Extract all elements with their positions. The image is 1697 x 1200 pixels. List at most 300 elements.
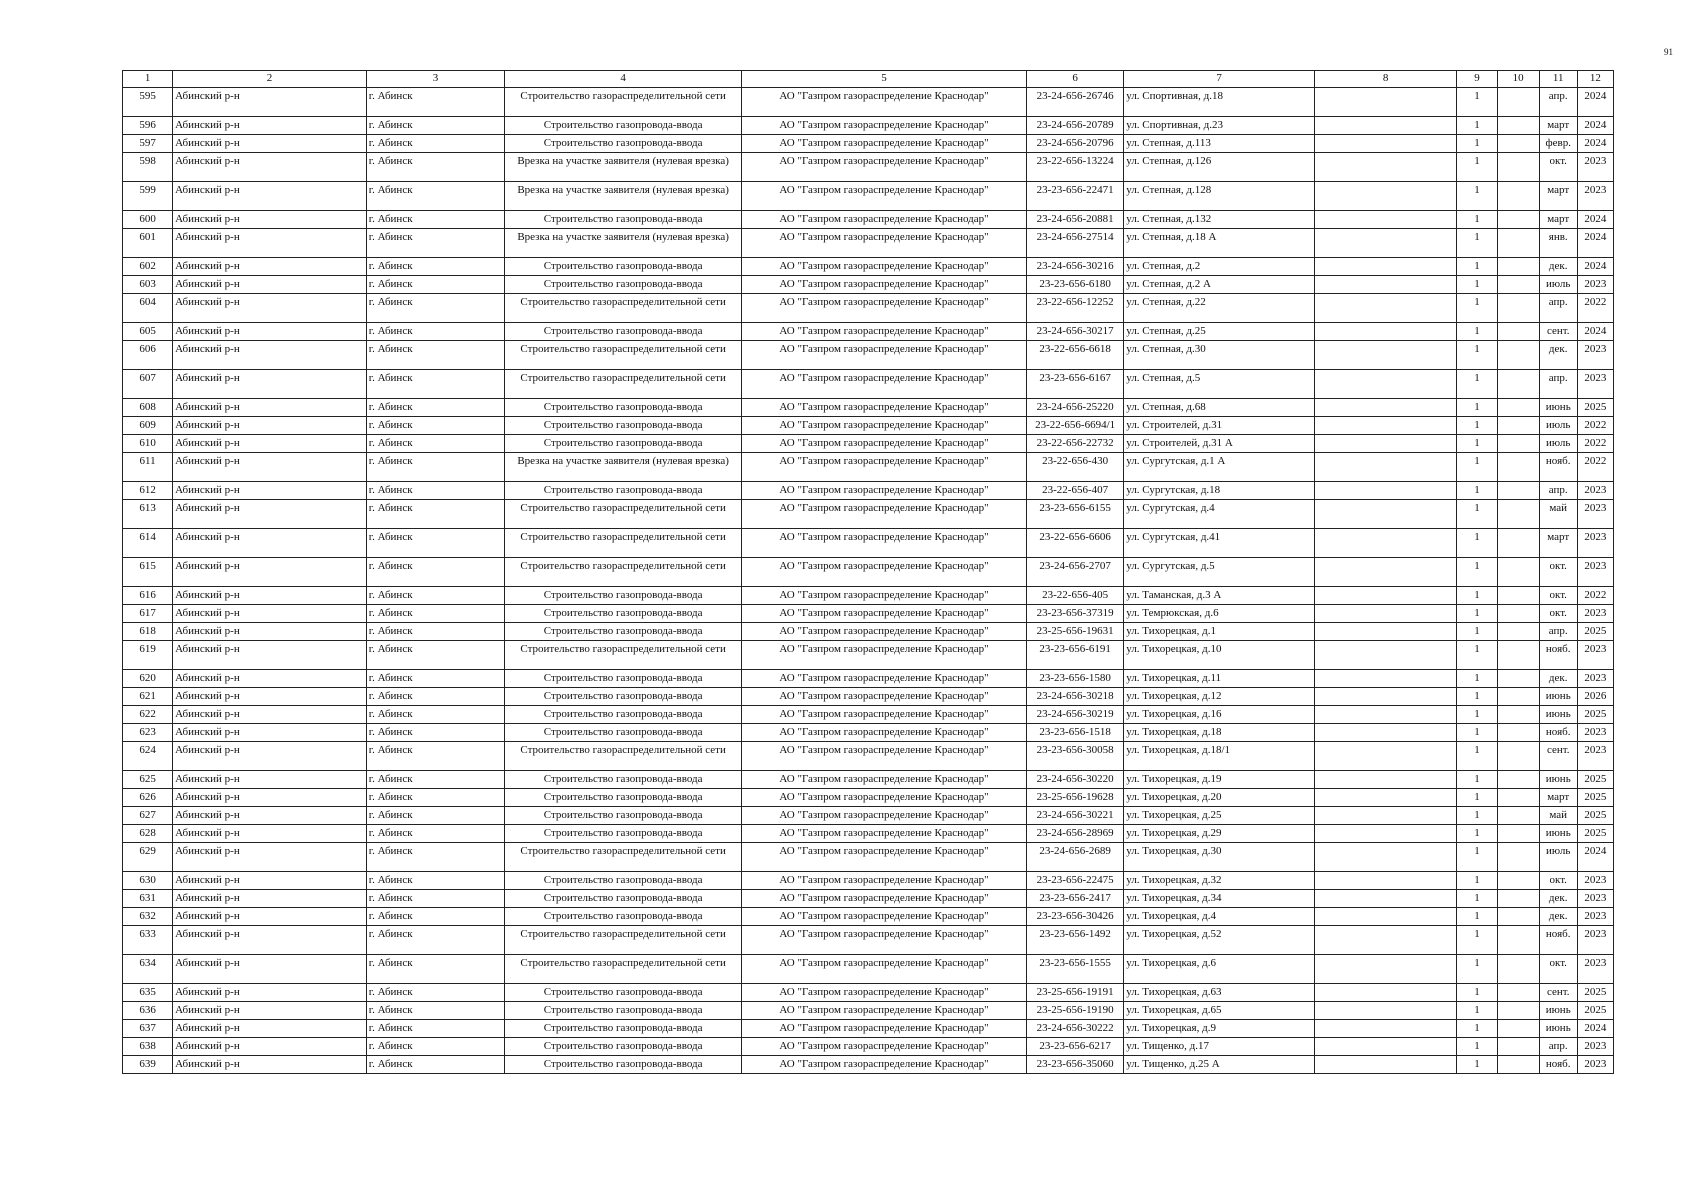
table-row bbox=[123, 1002, 1614, 1020]
cell-col-10 bbox=[1497, 558, 1539, 587]
cell-col-10 bbox=[1497, 117, 1539, 135]
cell-application-number: 23-23-656-6155 bbox=[1026, 500, 1123, 529]
cell-district: Абинский р-н bbox=[173, 399, 367, 417]
cell-row-number: 639 bbox=[123, 1056, 173, 1074]
cell-col-8 bbox=[1314, 417, 1456, 435]
cell-quantity: 1 bbox=[1457, 872, 1497, 890]
cell-application-number: 23-22-656-6618 bbox=[1026, 341, 1123, 370]
table-row bbox=[123, 323, 1614, 341]
cell-col-8 bbox=[1314, 605, 1456, 623]
cell-organization: АО "Газпром газораспределение Краснодар" bbox=[742, 482, 1027, 500]
cell-district: Абинский р-н bbox=[173, 623, 367, 641]
cell-district: Абинский р-н bbox=[173, 742, 367, 771]
cell-row-number: 614 bbox=[123, 529, 173, 558]
cell-district: Абинский р-н bbox=[173, 294, 367, 323]
table-row bbox=[123, 500, 1614, 529]
cell-row-number: 637 bbox=[123, 1020, 173, 1038]
cell-quantity: 1 bbox=[1457, 500, 1497, 529]
cell-settlement: г. Абинск bbox=[366, 500, 504, 529]
cell-application-number: 23-24-656-2707 bbox=[1026, 558, 1123, 587]
cell-col-8 bbox=[1314, 1038, 1456, 1056]
cell-quantity: 1 bbox=[1457, 435, 1497, 453]
table-row bbox=[123, 890, 1614, 908]
cell-organization: АО "Газпром газораспределение Краснодар" bbox=[742, 807, 1027, 825]
cell-application-number: 23-23-656-6217 bbox=[1026, 1038, 1123, 1056]
table-row bbox=[123, 276, 1614, 294]
table-row bbox=[123, 955, 1614, 984]
table-header-row bbox=[123, 71, 1614, 88]
cell-settlement: г. Абинск bbox=[366, 706, 504, 724]
cell-year: 2023 bbox=[1577, 872, 1613, 890]
cell-address: ул. Спортивная, д.18 bbox=[1124, 88, 1315, 117]
cell-row-number: 625 bbox=[123, 771, 173, 789]
cell-col-8 bbox=[1314, 926, 1456, 955]
cell-quantity: 1 bbox=[1457, 258, 1497, 276]
cell-organization: АО "Газпром газораспределение Краснодар" bbox=[742, 211, 1027, 229]
cell-address: ул. Тихорецкая, д.4 bbox=[1124, 908, 1315, 926]
cell-application-number: 23-24-656-28969 bbox=[1026, 825, 1123, 843]
cell-month: апр. bbox=[1539, 370, 1577, 399]
cell-organization: АО "Газпром газораспределение Краснодар" bbox=[742, 153, 1027, 182]
cell-address: ул. Сургутская, д.41 bbox=[1124, 529, 1315, 558]
cell-quantity: 1 bbox=[1457, 229, 1497, 258]
cell-col-10 bbox=[1497, 670, 1539, 688]
cell-col-8 bbox=[1314, 724, 1456, 742]
cell-work-type: Врезка на участке заявителя (нулевая врезка) bbox=[505, 153, 742, 182]
cell-district: Абинский р-н bbox=[173, 984, 367, 1002]
cell-work-type: Строительство газораспределительной сети bbox=[505, 529, 742, 558]
cell-col-8 bbox=[1314, 825, 1456, 843]
cell-quantity: 1 bbox=[1457, 153, 1497, 182]
cell-year: 2025 bbox=[1577, 706, 1613, 724]
cell-quantity: 1 bbox=[1457, 1056, 1497, 1074]
cell-month: март bbox=[1539, 789, 1577, 807]
cell-application-number: 23-24-656-20789 bbox=[1026, 117, 1123, 135]
cell-settlement: г. Абинск bbox=[366, 435, 504, 453]
cell-organization: АО "Газпром газораспределение Краснодар" bbox=[742, 117, 1027, 135]
cell-quantity: 1 bbox=[1457, 605, 1497, 623]
table-row bbox=[123, 558, 1614, 587]
cell-year: 2025 bbox=[1577, 399, 1613, 417]
cell-application-number: 23-24-656-30222 bbox=[1026, 1020, 1123, 1038]
cell-month: окт. bbox=[1539, 558, 1577, 587]
cell-settlement: г. Абинск bbox=[366, 117, 504, 135]
cell-district: Абинский р-н bbox=[173, 890, 367, 908]
cell-col-10 bbox=[1497, 1038, 1539, 1056]
cell-col-10 bbox=[1497, 771, 1539, 789]
cell-work-type: Врезка на участке заявителя (нулевая врезка) bbox=[505, 453, 742, 482]
cell-application-number: 23-24-656-27514 bbox=[1026, 229, 1123, 258]
table-body bbox=[123, 88, 1614, 1074]
cell-quantity: 1 bbox=[1457, 1020, 1497, 1038]
cell-col-10 bbox=[1497, 872, 1539, 890]
cell-quantity: 1 bbox=[1457, 926, 1497, 955]
cell-address: ул. Тихорецкая, д.9 bbox=[1124, 1020, 1315, 1038]
cell-col-10 bbox=[1497, 341, 1539, 370]
cell-application-number: 23-23-656-35060 bbox=[1026, 1056, 1123, 1074]
cell-application-number: 23-24-656-30219 bbox=[1026, 706, 1123, 724]
cell-quantity: 1 bbox=[1457, 742, 1497, 771]
cell-district: Абинский р-н bbox=[173, 789, 367, 807]
cell-quantity: 1 bbox=[1457, 88, 1497, 117]
cell-work-type: Строительство газораспределительной сети bbox=[505, 926, 742, 955]
cell-year: 2024 bbox=[1577, 229, 1613, 258]
table-row bbox=[123, 872, 1614, 890]
cell-col-10 bbox=[1497, 1002, 1539, 1020]
cell-month: нояб. bbox=[1539, 641, 1577, 670]
cell-organization: АО "Газпром газораспределение Краснодар" bbox=[742, 370, 1027, 399]
cell-organization: АО "Газпром газораспределение Краснодар" bbox=[742, 789, 1027, 807]
cell-address: ул. Тихорецкая, д.16 bbox=[1124, 706, 1315, 724]
cell-organization: АО "Газпром газораспределение Краснодар" bbox=[742, 825, 1027, 843]
cell-row-number: 611 bbox=[123, 453, 173, 482]
cell-work-type: Строительство газопровода-ввода bbox=[505, 435, 742, 453]
cell-application-number: 23-22-656-407 bbox=[1026, 482, 1123, 500]
cell-col-8 bbox=[1314, 789, 1456, 807]
cell-month: нояб. bbox=[1539, 453, 1577, 482]
table-row bbox=[123, 706, 1614, 724]
cell-district: Абинский р-н bbox=[173, 955, 367, 984]
cell-settlement: г. Абинск bbox=[366, 1056, 504, 1074]
cell-quantity: 1 bbox=[1457, 771, 1497, 789]
cell-settlement: г. Абинск bbox=[366, 789, 504, 807]
cell-col-10 bbox=[1497, 825, 1539, 843]
cell-district: Абинский р-н bbox=[173, 500, 367, 529]
cell-quantity: 1 bbox=[1457, 341, 1497, 370]
cell-organization: АО "Газпром газораспределение Краснодар" bbox=[742, 558, 1027, 587]
cell-year: 2023 bbox=[1577, 908, 1613, 926]
cell-organization: АО "Газпром газораспределение Краснодар" bbox=[742, 435, 1027, 453]
cell-settlement: г. Абинск bbox=[366, 771, 504, 789]
cell-month: апр. bbox=[1539, 88, 1577, 117]
cell-row-number: 621 bbox=[123, 688, 173, 706]
cell-settlement: г. Абинск bbox=[366, 890, 504, 908]
cell-row-number: 617 bbox=[123, 605, 173, 623]
cell-organization: АО "Газпром газораспределение Краснодар" bbox=[742, 641, 1027, 670]
cell-month: сент. bbox=[1539, 742, 1577, 771]
cell-organization: АО "Газпром газораспределение Краснодар" bbox=[742, 955, 1027, 984]
cell-col-8 bbox=[1314, 323, 1456, 341]
cell-year: 2023 bbox=[1577, 558, 1613, 587]
cell-work-type: Строительство газопровода-ввода bbox=[505, 1056, 742, 1074]
cell-row-number: 615 bbox=[123, 558, 173, 587]
cell-col-10 bbox=[1497, 955, 1539, 984]
cell-settlement: г. Абинск bbox=[366, 587, 504, 605]
cell-work-type: Строительство газопровода-ввода bbox=[505, 399, 742, 417]
cell-district: Абинский р-н bbox=[173, 435, 367, 453]
cell-col-10 bbox=[1497, 500, 1539, 529]
table-row bbox=[123, 926, 1614, 955]
cell-organization: АО "Газпром газораспределение Краснодар" bbox=[742, 294, 1027, 323]
cell-address: ул. Степная, д.5 bbox=[1124, 370, 1315, 399]
cell-work-type: Строительство газопровода-ввода bbox=[505, 789, 742, 807]
cell-year: 2023 bbox=[1577, 1056, 1613, 1074]
cell-work-type: Строительство газопровода-ввода bbox=[505, 1038, 742, 1056]
cell-row-number: 623 bbox=[123, 724, 173, 742]
cell-month: нояб. bbox=[1539, 1056, 1577, 1074]
cell-col-10 bbox=[1497, 724, 1539, 742]
cell-col-10 bbox=[1497, 229, 1539, 258]
cell-col-10 bbox=[1497, 926, 1539, 955]
cell-month: март bbox=[1539, 211, 1577, 229]
table-row bbox=[123, 1020, 1614, 1038]
cell-year: 2022 bbox=[1577, 294, 1613, 323]
cell-month: июнь bbox=[1539, 825, 1577, 843]
cell-col-10 bbox=[1497, 623, 1539, 641]
cell-col-8 bbox=[1314, 211, 1456, 229]
cell-work-type: Строительство газораспределительной сети bbox=[505, 294, 742, 323]
cell-quantity: 1 bbox=[1457, 724, 1497, 742]
cell-month: янв. bbox=[1539, 229, 1577, 258]
cell-settlement: г. Абинск bbox=[366, 1038, 504, 1056]
cell-settlement: г. Абинск bbox=[366, 623, 504, 641]
cell-work-type: Строительство газораспределительной сети bbox=[505, 88, 742, 117]
cell-col-10 bbox=[1497, 435, 1539, 453]
cell-organization: АО "Газпром газораспределение Краснодар" bbox=[742, 1002, 1027, 1020]
cell-year: 2023 bbox=[1577, 605, 1613, 623]
cell-work-type: Строительство газопровода-ввода bbox=[505, 276, 742, 294]
header-col-9: 9 bbox=[1457, 71, 1497, 88]
cell-application-number: 23-23-656-1555 bbox=[1026, 955, 1123, 984]
cell-month: апр. bbox=[1539, 294, 1577, 323]
cell-quantity: 1 bbox=[1457, 370, 1497, 399]
table-row bbox=[123, 825, 1614, 843]
cell-settlement: г. Абинск bbox=[366, 229, 504, 258]
cell-settlement: г. Абинск bbox=[366, 211, 504, 229]
cell-col-8 bbox=[1314, 771, 1456, 789]
header-col-5: 5 bbox=[742, 71, 1027, 88]
cell-quantity: 1 bbox=[1457, 843, 1497, 872]
cell-address: ул. Тихорецкая, д.32 bbox=[1124, 872, 1315, 890]
cell-row-number: 629 bbox=[123, 843, 173, 872]
cell-col-10 bbox=[1497, 1020, 1539, 1038]
cell-col-10 bbox=[1497, 587, 1539, 605]
cell-month: июнь bbox=[1539, 399, 1577, 417]
cell-col-10 bbox=[1497, 370, 1539, 399]
cell-quantity: 1 bbox=[1457, 558, 1497, 587]
table-row bbox=[123, 453, 1614, 482]
cell-row-number: 620 bbox=[123, 670, 173, 688]
cell-year: 2024 bbox=[1577, 135, 1613, 153]
cell-organization: АО "Газпром газораспределение Краснодар" bbox=[742, 1038, 1027, 1056]
cell-organization: АО "Газпром газораспределение Краснодар" bbox=[742, 771, 1027, 789]
cell-address: ул. Сургутская, д.18 bbox=[1124, 482, 1315, 500]
cell-row-number: 624 bbox=[123, 742, 173, 771]
cell-application-number: 23-23-656-30426 bbox=[1026, 908, 1123, 926]
cell-quantity: 1 bbox=[1457, 623, 1497, 641]
cell-month: май bbox=[1539, 807, 1577, 825]
cell-month: дек. bbox=[1539, 258, 1577, 276]
cell-year: 2023 bbox=[1577, 370, 1613, 399]
cell-work-type: Строительство газопровода-ввода bbox=[505, 587, 742, 605]
cell-application-number: 23-23-656-2417 bbox=[1026, 890, 1123, 908]
cell-settlement: г. Абинск bbox=[366, 258, 504, 276]
cell-col-10 bbox=[1497, 890, 1539, 908]
cell-settlement: г. Абинск bbox=[366, 908, 504, 926]
cell-district: Абинский р-н bbox=[173, 605, 367, 623]
cell-district: Абинский р-н bbox=[173, 706, 367, 724]
cell-year: 2023 bbox=[1577, 500, 1613, 529]
table-row bbox=[123, 482, 1614, 500]
cell-col-8 bbox=[1314, 558, 1456, 587]
cell-year: 2024 bbox=[1577, 117, 1613, 135]
cell-col-10 bbox=[1497, 153, 1539, 182]
cell-work-type: Строительство газопровода-ввода bbox=[505, 258, 742, 276]
cell-settlement: г. Абинск bbox=[366, 323, 504, 341]
cell-address: ул. Строителей, д.31 А bbox=[1124, 435, 1315, 453]
cell-year: 2022 bbox=[1577, 453, 1613, 482]
header-col-3: 3 bbox=[366, 71, 504, 88]
cell-col-8 bbox=[1314, 153, 1456, 182]
cell-year: 2025 bbox=[1577, 1002, 1613, 1020]
cell-quantity: 1 bbox=[1457, 294, 1497, 323]
cell-work-type: Строительство газопровода-ввода bbox=[505, 706, 742, 724]
cell-row-number: 596 bbox=[123, 117, 173, 135]
cell-application-number: 23-22-656-405 bbox=[1026, 587, 1123, 605]
cell-row-number: 627 bbox=[123, 807, 173, 825]
cell-address: ул. Степная, д.2 А bbox=[1124, 276, 1315, 294]
cell-application-number: 23-22-656-13224 bbox=[1026, 153, 1123, 182]
cell-district: Абинский р-н bbox=[173, 1038, 367, 1056]
cell-address: ул. Степная, д.113 bbox=[1124, 135, 1315, 153]
cell-work-type: Строительство газопровода-ввода bbox=[505, 984, 742, 1002]
cell-application-number: 23-22-656-12252 bbox=[1026, 294, 1123, 323]
table-row bbox=[123, 399, 1614, 417]
cell-month: окт. bbox=[1539, 587, 1577, 605]
cell-application-number: 23-24-656-30218 bbox=[1026, 688, 1123, 706]
cell-district: Абинский р-н bbox=[173, 1002, 367, 1020]
cell-district: Абинский р-н bbox=[173, 1056, 367, 1074]
cell-col-10 bbox=[1497, 706, 1539, 724]
header-col-2: 2 bbox=[173, 71, 367, 88]
cell-col-8 bbox=[1314, 587, 1456, 605]
cell-application-number: 23-24-656-26746 bbox=[1026, 88, 1123, 117]
cell-address: ул. Тихорецкая, д.30 bbox=[1124, 843, 1315, 872]
cell-year: 2023 bbox=[1577, 955, 1613, 984]
cell-application-number: 23-22-656-6606 bbox=[1026, 529, 1123, 558]
cell-year: 2022 bbox=[1577, 587, 1613, 605]
cell-month: сент. bbox=[1539, 323, 1577, 341]
cell-year: 2023 bbox=[1577, 1038, 1613, 1056]
table-row bbox=[123, 789, 1614, 807]
cell-work-type: Строительство газопровода-ввода bbox=[505, 890, 742, 908]
table-row bbox=[123, 724, 1614, 742]
cell-address: ул. Тихорецкая, д.25 bbox=[1124, 807, 1315, 825]
table-row bbox=[123, 135, 1614, 153]
cell-district: Абинский р-н bbox=[173, 926, 367, 955]
cell-organization: АО "Газпром газораспределение Краснодар" bbox=[742, 742, 1027, 771]
table-row bbox=[123, 417, 1614, 435]
cell-district: Абинский р-н bbox=[173, 807, 367, 825]
cell-settlement: г. Абинск bbox=[366, 688, 504, 706]
table-row bbox=[123, 771, 1614, 789]
cell-year: 2026 bbox=[1577, 688, 1613, 706]
cell-application-number: 23-23-656-37319 bbox=[1026, 605, 1123, 623]
cell-row-number: 630 bbox=[123, 872, 173, 890]
cell-application-number: 23-22-656-6694/1 bbox=[1026, 417, 1123, 435]
cell-address: ул. Тищенко, д.17 bbox=[1124, 1038, 1315, 1056]
table-row bbox=[123, 605, 1614, 623]
table-row bbox=[123, 742, 1614, 771]
cell-month: нояб. bbox=[1539, 724, 1577, 742]
table-row bbox=[123, 294, 1614, 323]
cell-year: 2025 bbox=[1577, 623, 1613, 641]
cell-work-type: Строительство газопровода-ввода bbox=[505, 605, 742, 623]
cell-district: Абинский р-н bbox=[173, 117, 367, 135]
cell-settlement: г. Абинск bbox=[366, 724, 504, 742]
cell-district: Абинский р-н bbox=[173, 182, 367, 211]
cell-month: июль bbox=[1539, 276, 1577, 294]
cell-application-number: 23-24-656-30216 bbox=[1026, 258, 1123, 276]
cell-col-10 bbox=[1497, 688, 1539, 706]
cell-quantity: 1 bbox=[1457, 587, 1497, 605]
cell-quantity: 1 bbox=[1457, 789, 1497, 807]
cell-work-type: Строительство газораспределительной сети bbox=[505, 370, 742, 399]
cell-col-8 bbox=[1314, 843, 1456, 872]
cell-organization: АО "Газпром газораспределение Краснодар" bbox=[742, 135, 1027, 153]
cell-year: 2025 bbox=[1577, 807, 1613, 825]
cell-col-8 bbox=[1314, 276, 1456, 294]
table-row bbox=[123, 435, 1614, 453]
cell-col-10 bbox=[1497, 605, 1539, 623]
cell-col-8 bbox=[1314, 1020, 1456, 1038]
cell-year: 2023 bbox=[1577, 482, 1613, 500]
cell-address: ул. Тихорецкая, д.6 bbox=[1124, 955, 1315, 984]
cell-work-type: Врезка на участке заявителя (нулевая врезка) bbox=[505, 229, 742, 258]
cell-col-10 bbox=[1497, 742, 1539, 771]
cell-application-number: 23-23-656-22475 bbox=[1026, 872, 1123, 890]
cell-address: ул. Тихорецкая, д.52 bbox=[1124, 926, 1315, 955]
cell-month: март bbox=[1539, 182, 1577, 211]
header-col-7: 7 bbox=[1124, 71, 1315, 88]
table-row bbox=[123, 1056, 1614, 1074]
cell-district: Абинский р-н bbox=[173, 587, 367, 605]
cell-month: дек. bbox=[1539, 890, 1577, 908]
header-col-12: 12 bbox=[1577, 71, 1613, 88]
cell-organization: АО "Газпром газораспределение Краснодар" bbox=[742, 529, 1027, 558]
cell-application-number: 23-23-656-6191 bbox=[1026, 641, 1123, 670]
cell-year: 2023 bbox=[1577, 153, 1613, 182]
cell-application-number: 23-24-656-20796 bbox=[1026, 135, 1123, 153]
cell-col-8 bbox=[1314, 623, 1456, 641]
cell-quantity: 1 bbox=[1457, 117, 1497, 135]
cell-application-number: 23-24-656-30221 bbox=[1026, 807, 1123, 825]
table-row bbox=[123, 1038, 1614, 1056]
cell-row-number: 595 bbox=[123, 88, 173, 117]
cell-col-10 bbox=[1497, 453, 1539, 482]
cell-row-number: 635 bbox=[123, 984, 173, 1002]
cell-year: 2023 bbox=[1577, 724, 1613, 742]
cell-row-number: 605 bbox=[123, 323, 173, 341]
cell-col-10 bbox=[1497, 294, 1539, 323]
cell-address: ул. Тихорецкая, д.29 bbox=[1124, 825, 1315, 843]
cell-col-8 bbox=[1314, 742, 1456, 771]
cell-district: Абинский р-н bbox=[173, 88, 367, 117]
cell-settlement: г. Абинск bbox=[366, 1020, 504, 1038]
cell-settlement: г. Абинск bbox=[366, 294, 504, 323]
cell-row-number: 604 bbox=[123, 294, 173, 323]
cell-address: ул. Степная, д.18 А bbox=[1124, 229, 1315, 258]
cell-year: 2024 bbox=[1577, 1020, 1613, 1038]
cell-month: июль bbox=[1539, 843, 1577, 872]
cell-organization: АО "Газпром газораспределение Краснодар" bbox=[742, 984, 1027, 1002]
cell-col-10 bbox=[1497, 276, 1539, 294]
cell-work-type: Строительство газораспределительной сети bbox=[505, 558, 742, 587]
cell-col-8 bbox=[1314, 641, 1456, 670]
cell-address: ул. Таманская, д.3 А bbox=[1124, 587, 1315, 605]
cell-address: ул. Тихорецкая, д.20 bbox=[1124, 789, 1315, 807]
cell-settlement: г. Абинск bbox=[366, 399, 504, 417]
